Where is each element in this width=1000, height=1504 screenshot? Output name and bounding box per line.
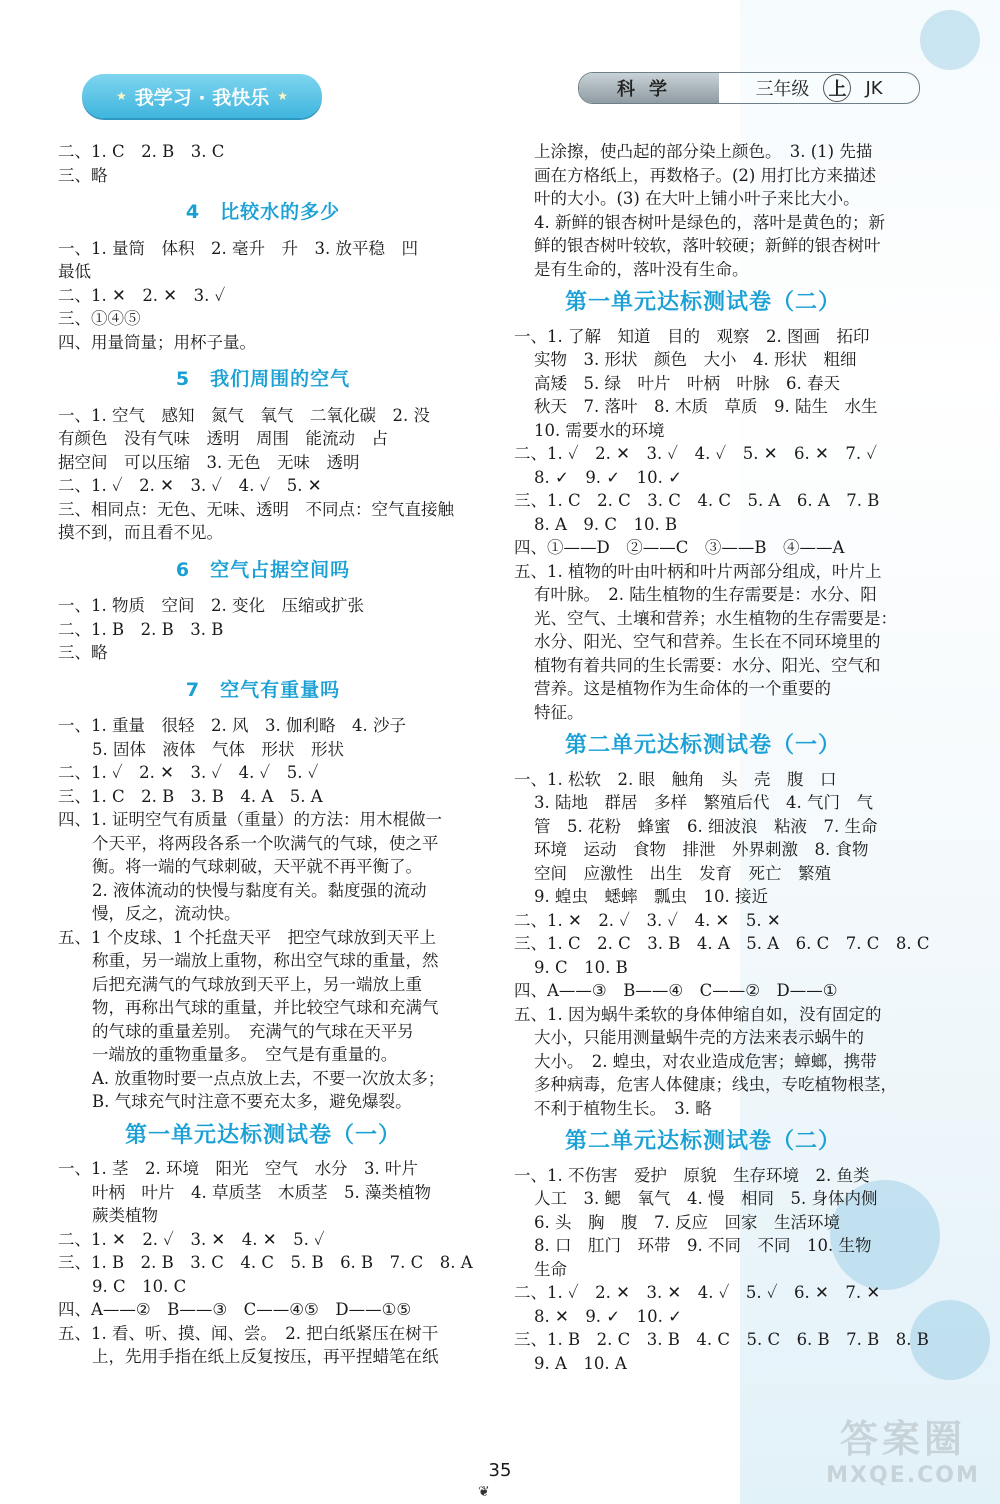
answer-line: 慢，反之，流动快。 bbox=[92, 904, 241, 923]
answer-line: 三、①④⑤ bbox=[58, 309, 141, 328]
answer-line: 特征。 bbox=[534, 702, 584, 722]
answer-line: 叶的大小。(3) 在大叶上铺小叶子来比大小。 bbox=[534, 189, 860, 208]
test-heading: 第二单元达标测试卷（二） bbox=[564, 1128, 841, 1154]
test-heading: 第二单元达标测试卷（一） bbox=[564, 732, 841, 758]
answer-line: 9. C 10. B bbox=[534, 957, 628, 977]
answer-line: 一、1. 量筒 体积 2. 毫升 升 3. 放平稳 凹 bbox=[58, 238, 418, 258]
answer-line: 的气球的重量差别。 充满气的气球在天平另 bbox=[92, 1021, 414, 1041]
answer-line: 二、1. ✓ 2. ✕ 3. ✓ 4. ✓ 5. ✓ bbox=[58, 763, 319, 782]
answer-line: 空间 应激性 出生 发育 死亡 繁殖 bbox=[534, 863, 831, 883]
answer-line: B. 气球充气时注意不要充太多，避免爆裂。 bbox=[92, 1092, 412, 1111]
answer-line: 据空间 可以压缩 3. 无色 无味 透明 bbox=[58, 452, 360, 472]
answer-line: 秋天 7. 落叶 8. 木质 草质 9. 陆生 水生 bbox=[534, 397, 878, 416]
answer-line: 物，再称出气球的重量，并比较空气球和充满气 bbox=[92, 998, 439, 1017]
answer-line: 一、1. 松软 2. 眼 触角 头 壳 腹 口 bbox=[514, 769, 837, 789]
section-badge bbox=[82, 74, 322, 118]
edition-label: JK bbox=[865, 77, 883, 99]
answer-line: 五、1. 因为蜗牛柔软的身体伸缩自如，没有固定的 bbox=[514, 1004, 882, 1024]
answer-line: 实物 3. 形状 颜色 大小 4. 形状 粗细 bbox=[534, 350, 857, 369]
answer-line: 4. 新鲜的银杏树叶是绿色的，落叶是黄色的；新 bbox=[534, 212, 885, 232]
answer-line: 衡。将一端的气球刺破，天平就不再平衡了。 bbox=[92, 857, 422, 876]
answer-line: 高矮 5. 绿 叶片 叶柄 叶脉 6. 春天 bbox=[534, 373, 840, 393]
answer-line: 二、1. ✕ 2. ✕ 3. ✓ bbox=[58, 285, 226, 305]
answer-line: 二、1. ✓ 2. ✕ 3. ✕ 4. ✓ 5. ✓ 6. ✕ 7. ✕ bbox=[514, 1283, 881, 1302]
answer-line: 大小。 2. 蝗虫，对农业造成危害；蟑螂，携带 bbox=[534, 1051, 877, 1071]
decorative-flower-icon bbox=[920, 10, 980, 70]
answer-line: 2. 液体流动的快慢与黏度有关。黏度强的流动 bbox=[92, 880, 427, 900]
section-heading: 7 空气有重量吗 bbox=[185, 678, 341, 701]
subject-label: 科学 bbox=[579, 73, 719, 103]
answer-line: 二、1. ✓ 2. ✕ 3. ✓ 4. ✓ 5. ✕ 6. ✕ 7. ✓ bbox=[514, 444, 877, 463]
answer-line: 称重，另一端放上重物，称出空气球的重量，然 bbox=[92, 951, 439, 970]
answer-line: 三、1. B 2. B 3. C 4. C 5. B 6. B 7. C 8. A bbox=[58, 1253, 473, 1272]
answer-line: 鲜的银杏树叶较软，落叶较硬；新鲜的银杏树叶 bbox=[534, 236, 881, 255]
answer-line: 一端放的重物重量多。 空气是有重量的。 bbox=[92, 1045, 398, 1064]
answer-line: 三、1. C 2. B 3. B 4. A 5. A bbox=[58, 786, 323, 806]
answer-line: 一、1. 重量 很轻 2. 风 3. 伽利略 4. 沙子 bbox=[58, 716, 406, 735]
answer-line: 不利于植物生长。 3. 略 bbox=[534, 1098, 712, 1118]
answer-line: 环境 运动 食物 排泄 外界刺激 8. 食物 bbox=[534, 840, 869, 859]
section-heading: 5 我们周围的空气 bbox=[175, 368, 351, 390]
answer-line: 一、1. 物质 空间 2. 变化 压缩或扩张 bbox=[58, 596, 364, 615]
answer-line: 3. 陆地 群居 多样 繁殖后代 4. 气门 气 bbox=[534, 793, 873, 812]
right-column bbox=[514, 140, 930, 1375]
answer-line: 四、A——③ B——④ C——② D——① bbox=[514, 981, 838, 1000]
answer-line: 上涂擦，使凸起的部分染上颜色。 3. (1) 先描 bbox=[534, 142, 873, 161]
star-icon: ★ bbox=[277, 89, 288, 103]
answer-line: 个天平，将两段各系一个吹满气的气球，使之平 bbox=[92, 833, 439, 853]
answer-line: 五、1. 植物的叶由叶柄和叶片两部分组成，叶片上 bbox=[514, 561, 882, 581]
answer-line: 最低 bbox=[58, 262, 91, 281]
answer-line: 二、1. ✕ 2. ✓ 3. ✕ 4. ✕ 5. ✓ bbox=[58, 1229, 325, 1249]
answer-line: 四、1. 证明空气有质量（重量）的方法：用木棍做一 bbox=[58, 810, 442, 829]
answer-line: 四、用量筒量；用杯子量。 bbox=[58, 332, 256, 352]
answer-line: 后把充满气的气球放到天平上，另一端放上重 bbox=[92, 974, 422, 994]
answer-line: 二、1. ✓ 2. ✕ 3. ✓ 4. ✓ 5. ✕ bbox=[58, 476, 322, 495]
answer-line: 二、1. B 2. B 3. B bbox=[58, 619, 224, 639]
answer-line: A. 放重物时要一点点放上去，不要一次放太多； bbox=[92, 1068, 445, 1088]
watermark bbox=[818, 1408, 988, 1494]
answer-line: 上，先用手指在纸上反复按压，再平捏蜡笔在纸 bbox=[92, 1347, 439, 1366]
answer-line: 是有生命的，落叶没有生命。 bbox=[534, 259, 749, 279]
answer-line: 人工 3. 鳃 氧气 4. 慢 相同 5. 身体内侧 bbox=[534, 1189, 878, 1208]
answer-line: 9. C 10. C bbox=[92, 1276, 187, 1296]
section-heading: 4 比较水的多少 bbox=[185, 201, 341, 223]
answer-line: 二、1. C 2. B 3. C bbox=[58, 142, 225, 161]
answer-line: 5. 固体 液体 气体 形状 形状 bbox=[92, 739, 344, 759]
answer-line: 摸不到，而且看不见。 bbox=[58, 523, 223, 542]
subject-header bbox=[578, 72, 920, 104]
answer-line: 6. 头 胸 腹 7. 反应 回家 生活环境 bbox=[534, 1212, 840, 1232]
answer-line: 多种病毒，危害人体健康；线虫，专吃植物根茎， bbox=[534, 1075, 897, 1094]
answer-line: 营养。这是植物作为生命体的一个重要的 bbox=[534, 679, 831, 698]
answer-line: 四、A——② B——③ C——④⑤ D——①⑤ bbox=[58, 1300, 412, 1319]
answer-line: 三、相同点：无色、无味、透明 不同点：空气直接触 bbox=[58, 499, 454, 519]
grade-label: 三年级 bbox=[755, 79, 810, 100]
answer-line: 三、1. C 2. C 3. C 4. C 5. A 6. A 7. B bbox=[514, 491, 880, 510]
answer-line: 有颜色 没有气味 透明 周围 能流动 占 bbox=[58, 429, 388, 448]
badge-text: 我学习 · 我快乐 bbox=[134, 86, 270, 109]
answer-line: 五、1 个皮球、1 个托盘天平 把空气球放到天平上 bbox=[58, 927, 436, 947]
answer-line: 8. ✕ 9. ✓ 10. ✓ bbox=[534, 1306, 682, 1326]
left-column bbox=[58, 140, 473, 1369]
answer-line: 8. ✓ 9. ✓ 10. ✓ bbox=[534, 467, 682, 487]
answer-line: 有叶脉。 2. 陆生植物的生存需要是：水分、阳 bbox=[534, 585, 877, 604]
answer-line: 三、1. C 2. C 3. B 4. A 5. A 6. C 7. C 8. C bbox=[514, 934, 930, 953]
answer-line: 蕨类植物 bbox=[92, 1206, 158, 1225]
answer-line: 一、1. 空气 感知 氮气 氧气 二氧化碳 2. 没 bbox=[58, 405, 430, 425]
grade-info bbox=[719, 73, 919, 103]
page-number: 35 bbox=[488, 1460, 512, 1481]
answer-line: 画在方格纸上，再数格子。(2) 用打比方来描述 bbox=[534, 165, 877, 185]
answer-line: 植物有着共同的生长需要：水分、阳光、空气和 bbox=[534, 655, 881, 675]
answer-line: 一、1. 茎 2. 环境 阳光 空气 水分 3. 叶片 bbox=[58, 1159, 418, 1178]
section-heading: 6 空气占据空间吗 bbox=[175, 558, 351, 581]
answer-line: 四、①——D ②——C ③——B ④——A bbox=[514, 538, 845, 557]
answer-line: 9. A 10. A bbox=[534, 1353, 627, 1373]
answer-line: 三、略 bbox=[58, 165, 108, 185]
answer-line: 二、1. ✕ 2. ✓ 3. ✓ 4. ✕ 5. ✕ bbox=[514, 910, 781, 930]
answer-line: 一、1. 不伤害 爱护 原貌 生存环境 2. 鱼类 bbox=[514, 1165, 870, 1185]
answer-line: 五、1. 看、听、摸、闻、尝。 2. 把白纸紧压在树干 bbox=[58, 1323, 439, 1343]
answer-line: 叶柄 叶片 4. 草质茎 木质茎 5. 藻类植物 bbox=[92, 1182, 431, 1202]
test-heading: 第一单元达标测试卷（一） bbox=[124, 1121, 401, 1148]
star-icon: ★ bbox=[116, 89, 127, 103]
answer-line: 9. 蝗虫 蟋蟀 瓢虫 10. 接近 bbox=[534, 887, 768, 906]
answer-line: 管 5. 花粉 蜂蜜 6. 细波浪 粘液 7. 生命 bbox=[534, 816, 878, 836]
answer-line: 大小，只能用测量蜗牛壳的方法来表示蜗牛的 bbox=[534, 1028, 864, 1047]
answer-line: 8. A 9. C 10. B bbox=[534, 514, 678, 534]
volume-label: 上 bbox=[823, 74, 851, 102]
answer-line: 三、1. B 2. C 3. B 4. C 5. C 6. B 7. B 8. B bbox=[514, 1330, 929, 1349]
answer-line: 8. 口 肛门 环带 9. 不同 不同 10. 生物 bbox=[534, 1236, 872, 1255]
watermark-line1: 答案圈 bbox=[839, 1417, 966, 1461]
answer-line: 生命 bbox=[534, 1259, 567, 1279]
answer-line: 光、空气、土壤和营养；水生植物的生存需要是： bbox=[534, 608, 897, 628]
test-heading: 第一单元达标测试卷（二） bbox=[564, 289, 841, 315]
answer-line: 三、略 bbox=[58, 643, 108, 662]
answer-line: 一、1. 了解 知道 目的 观察 2. 图画 拓印 bbox=[514, 326, 870, 346]
watermark-line2: MXQE.COM bbox=[826, 1463, 980, 1488]
answer-line: 水分、阳光、空气和营养。生长在不同环境里的 bbox=[534, 632, 881, 651]
leaf-ornament-icon: ❦ bbox=[478, 1484, 490, 1500]
answer-line: 10. 需要水的环境 bbox=[534, 420, 665, 440]
